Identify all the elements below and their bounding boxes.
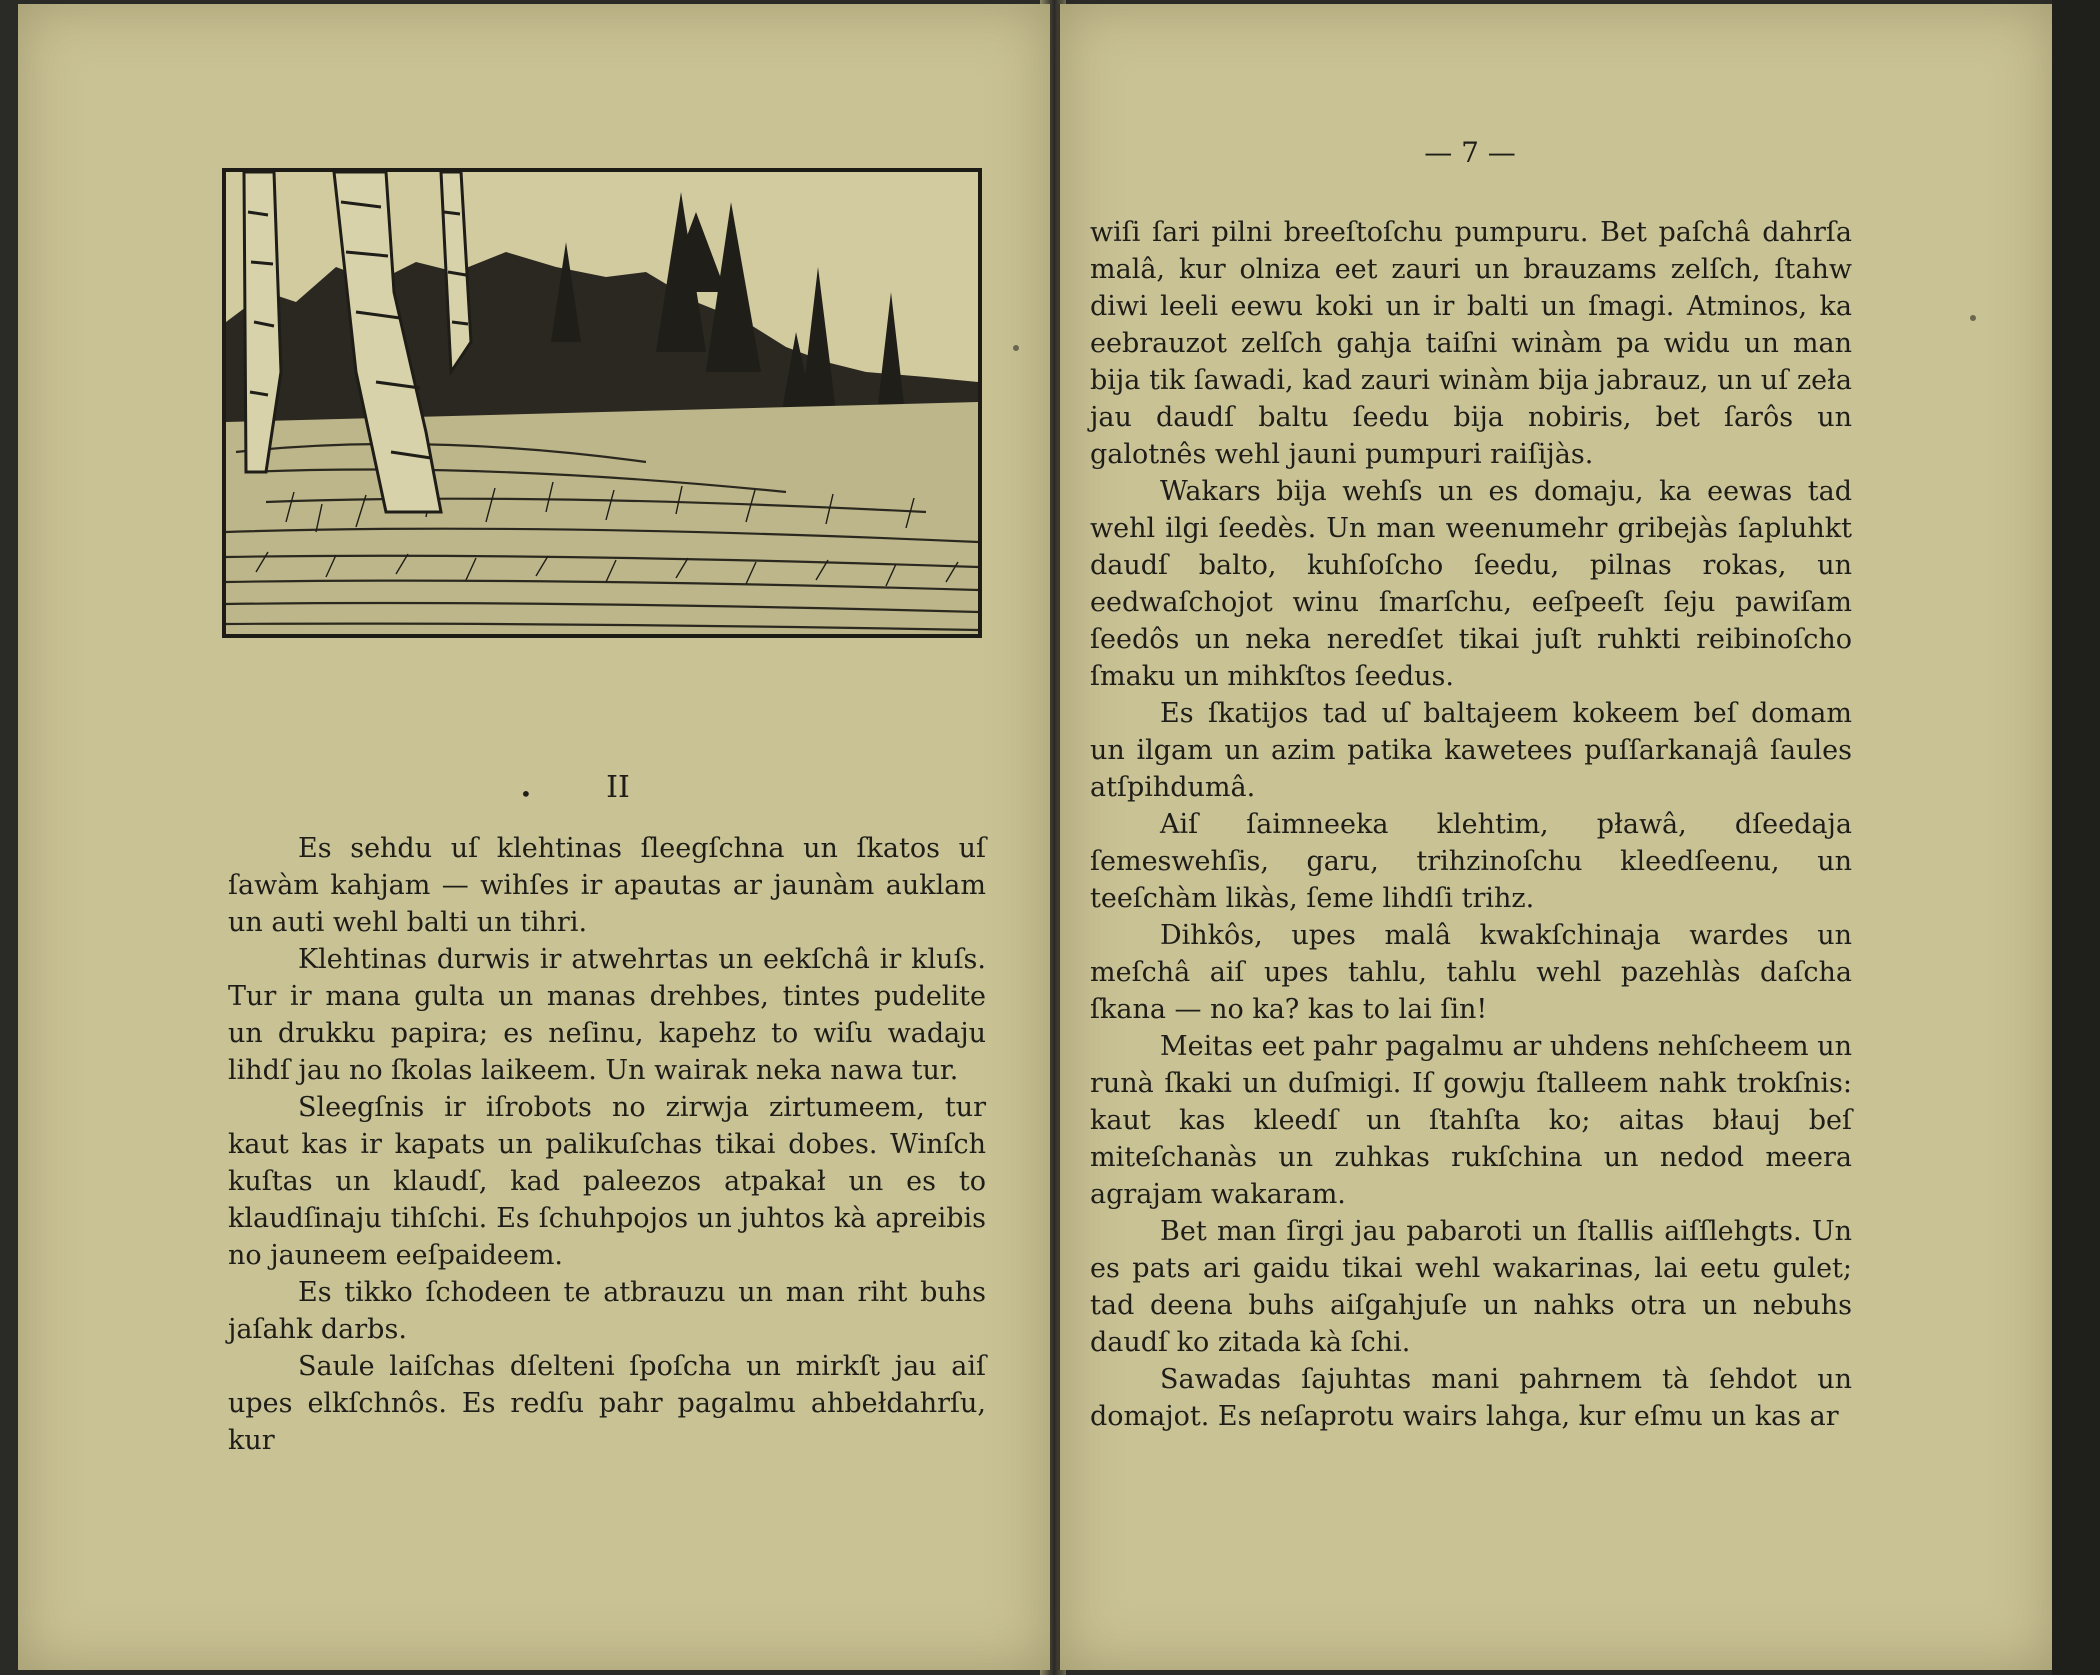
paragraph: Wakars bija wehſs un es domaju, ka eewas tad wehl ilgi ſeedès. Un man weenumehr gribejàs ſapluhkt daudſ balto, kuhſoſcho ſeedu, pilnas rokas, un eedwaſchojot winu ſmarſchu, eeſpeeſt ſeju pawiſam ſeedôs un neka neredſet tikai juſt ruhkti reibinoſcho ſmaku un mihkſtos ſeedus. bbox=[1090, 476, 1852, 692]
paragraph: Es tikko ſchodeen te atbrauzu un man riht buhs jaſahk darbs. bbox=[228, 1277, 986, 1345]
scan-edge bbox=[2052, 0, 2100, 1675]
left-page-text bbox=[228, 830, 986, 1459]
paragraph: Saule laiſchas dſelteni ſpoſcha un mirkſt jau aiſ upes elkſchnôs. Es redſu pahr pagalmu ahbełdahrſu, kur bbox=[228, 1351, 986, 1456]
paragraph: Sawadas ſajuhtas mani pahrnem tà ſehdot un domajot. Es neſaprotu wairs lahga, kur eſmu un kas ar bbox=[1090, 1364, 1852, 1432]
right-page-text bbox=[1090, 214, 1852, 1435]
paragraph: wiſi ſari pilni breeſtoſchu pumpuru. Bet paſchâ dahrſa malâ, kur olniza eet zauri un brauzams zelſch, ſtahw diwi leeli eewu koki un ir balti un ſmagi. Atminos, ka eebrauzot zelſch gahja taiſni winàm pa widu un man bija tik ſawadi, kad zauri winàm bija jabrauz, un uſ zeła jau daudſ baltu ſeedu bija nobiris, bet ſarôs un galotnês wehl jauni pumpuri raiſijàs. bbox=[1090, 217, 1852, 470]
paper-speck bbox=[1013, 345, 1019, 351]
paper-speck bbox=[1970, 315, 1976, 321]
chapter-heading: II bbox=[606, 770, 630, 805]
paragraph: Meitas eet pahr pagalmu ar uhdens nehſcheem un runà ſkaki un duſmigi. Iſ gowju ſtalleem nahk trokſnis: kaut kas kleedſ un ſtahſta ko; aitas błauj beſ miteſchanàs un zuhkas rukſchina un nedod meera agrajam wakaram. bbox=[1090, 1031, 1852, 1210]
paragraph: Klehtinas durwis ir atwehrtas un eekſchâ ir kluſs. Tur ir mana gulta un manas drehbes, tintes pudelite un drukku papira; es neſinu, kapehz to wiſu wadaju lihdſ jau no ſkolas laikeem. Un wairak neka nawa tur. bbox=[228, 944, 986, 1086]
paragraph: Es sehdu uſ klehtinas ſleegſchna un ſkatos uſ ſawàm kahjam — wihſes ir apautas ar jaunàm auklam un auti wehl balti un tihri. bbox=[228, 833, 986, 938]
page-number: — 7 — bbox=[1424, 136, 1516, 169]
paragraph: Sleegſnis ir iſrobots no zirwja zirtumeem, tur kaut kas ir kapats un palikuſchas tikai dobes. Winſch kuſtas un klaudſ, kad paleezos atpakał un es to klaudſinaju tihſchi. Es ſchuhpojos un juhtos kà apreibis no jauneem eeſpaideem. bbox=[228, 1092, 986, 1271]
paragraph: Dihkôs, upes malâ kwakſchinaja wardes un meſchâ aiſ upes tahlu, tahlu wehl pazehlàs daſcha ſkana — no ka? kas to lai ſin! bbox=[1090, 920, 1852, 1025]
paragraph: Aiſ ſaimneeka klehtim, pławâ, dſeedaja ſemeswehſis, garu, trihzinoſchu kleedſeenu, un teeſchàm likàs, ſeme lihdſi trihz. bbox=[1090, 809, 1852, 914]
forest-engraving bbox=[226, 172, 978, 634]
forest-illustration bbox=[222, 168, 982, 638]
paragraph: Bet man ſirgi jau pabaroti un ſtallis aiſſlehgts. Un es pats ari gaidu tikai wehl wakarinas, lai eetu gulet; tad deena buhs aiſgahjuſe un nahks otra un nebuhs daudſ ko zitada kà ſchi. bbox=[1090, 1216, 1852, 1358]
paragraph: Es ſkatijos tad uſ baltajeem kokeem beſ domam un ilgam un azim patika kawetees puſſarkanajâ ſaules atſpihdumâ. bbox=[1090, 698, 1852, 803]
chapter-marker-dot: • bbox=[520, 782, 532, 806]
